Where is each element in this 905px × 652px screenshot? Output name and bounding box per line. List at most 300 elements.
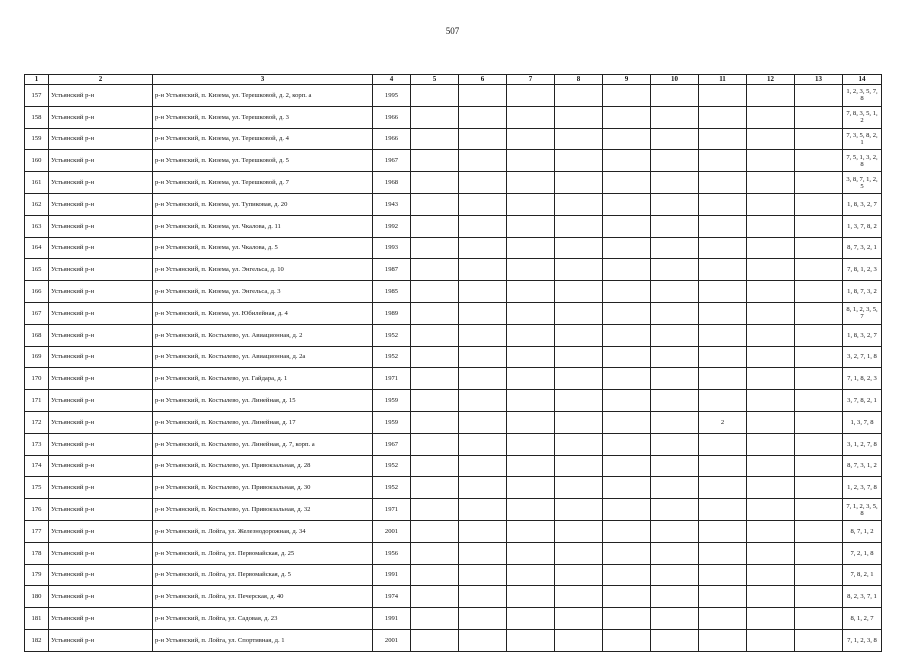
col10-cell	[651, 150, 699, 172]
district-cell: Устьянский р-н	[49, 477, 153, 499]
col14-cell: 3, 1, 2, 7, 8	[843, 433, 882, 455]
col12-cell	[747, 542, 795, 564]
table-row	[25, 237, 882, 259]
address-cell: р-н Устьянский, п. Костылево, ул. Гайдара, д. 1	[153, 368, 373, 390]
district-cell: Устьянский р-н	[49, 542, 153, 564]
col5-cell	[411, 128, 459, 150]
col13-cell	[795, 455, 843, 477]
column-header-8: 8	[555, 75, 603, 85]
col9-cell	[603, 85, 651, 107]
col8-cell	[555, 281, 603, 303]
col10-cell	[651, 477, 699, 499]
col7-cell	[507, 368, 555, 390]
col6-cell	[459, 324, 507, 346]
col9-cell	[603, 106, 651, 128]
col14-cell: 7, 1, 2, 3, 8	[843, 629, 882, 651]
col12-cell	[747, 499, 795, 521]
col11-cell	[699, 629, 747, 651]
col9-cell	[603, 368, 651, 390]
district-cell: Устьянский р-н	[49, 411, 153, 433]
table-row	[25, 215, 882, 237]
district-cell: Устьянский р-н	[49, 193, 153, 215]
col13-cell	[795, 172, 843, 194]
year-cell: 1966	[373, 106, 411, 128]
col12-cell	[747, 150, 795, 172]
col8-cell	[555, 608, 603, 630]
col9-cell	[603, 237, 651, 259]
year-cell: 1952	[373, 455, 411, 477]
year-cell: 1966	[373, 128, 411, 150]
col5-cell	[411, 411, 459, 433]
col14-cell: 1, 8, 7, 3, 2	[843, 281, 882, 303]
year-cell: 1995	[373, 85, 411, 107]
year-cell: 1992	[373, 215, 411, 237]
address-cell: р-н Устьянский, п. Кизема, ул. Терешковой, д. 4	[153, 128, 373, 150]
district-cell: Устьянский р-н	[49, 150, 153, 172]
address-cell: р-н Устьянский, п. Кизема, ул. Терешковой, д. 3	[153, 106, 373, 128]
col9-cell	[603, 499, 651, 521]
col13-cell	[795, 477, 843, 499]
col10-cell	[651, 520, 699, 542]
col5-cell	[411, 302, 459, 324]
col14-cell: 1, 8, 3, 2, 7	[843, 324, 882, 346]
table-row	[25, 281, 882, 303]
col5-cell	[411, 324, 459, 346]
row-number: 169	[25, 346, 49, 368]
col7-cell	[507, 499, 555, 521]
address-cell: р-н Устьянский, п. Лойга, ул. Печерская, д. 40	[153, 586, 373, 608]
table-row	[25, 411, 882, 433]
year-cell: 1985	[373, 281, 411, 303]
col10-cell	[651, 193, 699, 215]
col13-cell	[795, 215, 843, 237]
column-header-4: 4	[373, 75, 411, 85]
district-cell: Устьянский р-н	[49, 237, 153, 259]
col7-cell	[507, 520, 555, 542]
col7-cell	[507, 215, 555, 237]
col10-cell	[651, 215, 699, 237]
year-cell: 1967	[373, 433, 411, 455]
table-row	[25, 259, 882, 281]
col14-cell: 7, 2, 1, 8	[843, 542, 882, 564]
district-cell: Устьянский р-н	[49, 85, 153, 107]
address-cell: р-н Устьянский, п. Лойга, ул. Первомайская, д. 5	[153, 564, 373, 586]
col6-cell	[459, 499, 507, 521]
district-cell: Устьянский р-н	[49, 564, 153, 586]
col6-cell	[459, 193, 507, 215]
district-cell: Устьянский р-н	[49, 629, 153, 651]
col13-cell	[795, 433, 843, 455]
col8-cell	[555, 346, 603, 368]
col12-cell	[747, 433, 795, 455]
col10-cell	[651, 390, 699, 412]
col14-cell: 8, 1, 2, 3, 5, 7	[843, 302, 882, 324]
col9-cell	[603, 564, 651, 586]
district-cell: Устьянский р-н	[49, 499, 153, 521]
district-cell: Устьянский р-н	[49, 346, 153, 368]
col13-cell	[795, 411, 843, 433]
column-header-2: 2	[49, 75, 153, 85]
col14-cell: 7, 8, 1, 2, 3	[843, 259, 882, 281]
table-row	[25, 608, 882, 630]
col13-cell	[795, 499, 843, 521]
col7-cell	[507, 542, 555, 564]
row-number: 160	[25, 150, 49, 172]
col13-cell	[795, 586, 843, 608]
col14-cell: 7, 1, 8, 2, 3	[843, 368, 882, 390]
year-cell: 1991	[373, 608, 411, 630]
col6-cell	[459, 302, 507, 324]
col7-cell	[507, 237, 555, 259]
col11-cell	[699, 302, 747, 324]
row-number: 182	[25, 629, 49, 651]
col8-cell	[555, 193, 603, 215]
col11-cell	[699, 368, 747, 390]
year-cell: 1987	[373, 259, 411, 281]
col11-cell	[699, 542, 747, 564]
col7-cell	[507, 477, 555, 499]
column-header-13: 13	[795, 75, 843, 85]
col8-cell	[555, 390, 603, 412]
year-cell: 2001	[373, 629, 411, 651]
table-row	[25, 150, 882, 172]
address-cell: р-н Устьянский, п. Лойга, ул. Садовая, д. 23	[153, 608, 373, 630]
address-cell: р-н Устьянский, п. Костылево, ул. Авиационная, д. 2	[153, 324, 373, 346]
col9-cell	[603, 433, 651, 455]
address-cell: р-н Устьянский, п. Кизема, ул. Терешковой, д. 2, корп. а	[153, 85, 373, 107]
col14-cell: 8, 7, 3, 2, 1	[843, 237, 882, 259]
col12-cell	[747, 193, 795, 215]
col9-cell	[603, 324, 651, 346]
address-cell: р-н Устьянский, п. Лойга, ул. Железнодорожная, д. 34	[153, 520, 373, 542]
col6-cell	[459, 608, 507, 630]
row-number: 173	[25, 433, 49, 455]
table-row	[25, 455, 882, 477]
col6-cell	[459, 128, 507, 150]
year-cell: 1959	[373, 390, 411, 412]
col14-cell: 8, 1, 2, 7	[843, 608, 882, 630]
year-cell: 2001	[373, 520, 411, 542]
col11-cell	[699, 193, 747, 215]
col8-cell	[555, 499, 603, 521]
row-number: 181	[25, 608, 49, 630]
col6-cell	[459, 629, 507, 651]
col6-cell	[459, 281, 507, 303]
col11-cell	[699, 499, 747, 521]
year-cell: 1959	[373, 411, 411, 433]
col7-cell	[507, 564, 555, 586]
year-cell: 1971	[373, 499, 411, 521]
col8-cell	[555, 150, 603, 172]
row-number: 175	[25, 477, 49, 499]
col13-cell	[795, 346, 843, 368]
col10-cell	[651, 542, 699, 564]
col6-cell	[459, 237, 507, 259]
col11-cell	[699, 106, 747, 128]
col6-cell	[459, 520, 507, 542]
address-cell: р-н Устьянский, п. Костылево, ул. Привокзальная, д. 30	[153, 477, 373, 499]
address-cell: р-н Устьянский, п. Кизема, ул. Юбилейная, д. 4	[153, 302, 373, 324]
col6-cell	[459, 433, 507, 455]
district-cell: Устьянский р-н	[49, 586, 153, 608]
col8-cell	[555, 172, 603, 194]
col11-cell	[699, 215, 747, 237]
col5-cell	[411, 85, 459, 107]
col8-cell	[555, 106, 603, 128]
col13-cell	[795, 608, 843, 630]
col11-cell	[699, 455, 747, 477]
address-cell: р-н Устьянский, п. Костылево, ул. Линейная, д. 17	[153, 411, 373, 433]
year-cell: 1993	[373, 237, 411, 259]
col11-cell	[699, 237, 747, 259]
col7-cell	[507, 346, 555, 368]
col11-cell	[699, 520, 747, 542]
col8-cell	[555, 215, 603, 237]
year-cell: 1974	[373, 586, 411, 608]
col10-cell	[651, 259, 699, 281]
col9-cell	[603, 346, 651, 368]
col11-cell	[699, 324, 747, 346]
col6-cell	[459, 85, 507, 107]
col14-cell: 7, 8, 2, 1	[843, 564, 882, 586]
col11-cell	[699, 390, 747, 412]
col14-cell: 7, 5, 1, 3, 2, 8	[843, 150, 882, 172]
year-cell: 1971	[373, 368, 411, 390]
column-header-5: 5	[411, 75, 459, 85]
address-cell: р-н Устьянский, п. Лойга, ул. Спортивная, д. 1	[153, 629, 373, 651]
col6-cell	[459, 477, 507, 499]
col12-cell	[747, 106, 795, 128]
col5-cell	[411, 215, 459, 237]
col10-cell	[651, 411, 699, 433]
col7-cell	[507, 281, 555, 303]
row-number: 164	[25, 237, 49, 259]
col7-cell	[507, 455, 555, 477]
col11-cell	[699, 564, 747, 586]
col11-cell	[699, 150, 747, 172]
col6-cell	[459, 172, 507, 194]
col8-cell	[555, 85, 603, 107]
col7-cell	[507, 85, 555, 107]
col14-cell: 7, 3, 5, 8, 2, 1	[843, 128, 882, 150]
col11-cell	[699, 281, 747, 303]
district-cell: Устьянский р-н	[49, 368, 153, 390]
col14-cell: 7, 8, 3, 5, 1, 2	[843, 106, 882, 128]
col13-cell	[795, 542, 843, 564]
col12-cell	[747, 215, 795, 237]
col13-cell	[795, 324, 843, 346]
col10-cell	[651, 172, 699, 194]
row-number: 168	[25, 324, 49, 346]
col14-cell: 1, 3, 7, 8	[843, 411, 882, 433]
table-body	[25, 85, 882, 652]
address-cell: р-н Устьянский, п. Лойга, ул. Первомайская, д. 25	[153, 542, 373, 564]
col12-cell	[747, 259, 795, 281]
year-cell: 1967	[373, 150, 411, 172]
district-cell: Устьянский р-н	[49, 455, 153, 477]
year-cell: 1952	[373, 477, 411, 499]
col6-cell	[459, 542, 507, 564]
row-number: 171	[25, 390, 49, 412]
column-header-1: 1	[25, 75, 49, 85]
col13-cell	[795, 564, 843, 586]
col11-cell	[699, 346, 747, 368]
table-row	[25, 193, 882, 215]
col5-cell	[411, 237, 459, 259]
column-header-6: 6	[459, 75, 507, 85]
col8-cell	[555, 520, 603, 542]
col14-cell: 1, 2, 3, 5, 7, 8	[843, 85, 882, 107]
col5-cell	[411, 455, 459, 477]
col11-cell	[699, 172, 747, 194]
col11-cell	[699, 433, 747, 455]
district-cell: Устьянский р-н	[49, 324, 153, 346]
col8-cell	[555, 542, 603, 564]
row-number: 170	[25, 368, 49, 390]
table-row	[25, 499, 882, 521]
col7-cell	[507, 586, 555, 608]
district-cell: Устьянский р-н	[49, 608, 153, 630]
col6-cell	[459, 259, 507, 281]
col5-cell	[411, 520, 459, 542]
table-row	[25, 324, 882, 346]
col12-cell	[747, 85, 795, 107]
col10-cell	[651, 433, 699, 455]
table-row	[25, 477, 882, 499]
district-cell: Устьянский р-н	[49, 172, 153, 194]
col6-cell	[459, 390, 507, 412]
col14-cell: 8, 7, 1, 2	[843, 520, 882, 542]
column-header-3: 3	[153, 75, 373, 85]
col8-cell	[555, 128, 603, 150]
column-header-14: 14	[843, 75, 882, 85]
data-table	[24, 74, 882, 652]
row-number: 178	[25, 542, 49, 564]
address-cell: р-н Устьянский, п. Кизема, ул. Энгельса, д. 3	[153, 281, 373, 303]
col12-cell	[747, 629, 795, 651]
col5-cell	[411, 259, 459, 281]
col9-cell	[603, 128, 651, 150]
address-cell: р-н Устьянский, п. Кизема, ул. Терешковой, д. 7	[153, 172, 373, 194]
col5-cell	[411, 629, 459, 651]
district-cell: Устьянский р-н	[49, 106, 153, 128]
col5-cell	[411, 281, 459, 303]
col14-cell: 8, 7, 3, 1, 2	[843, 455, 882, 477]
col11-cell	[699, 85, 747, 107]
row-number: 174	[25, 455, 49, 477]
district-cell: Устьянский р-н	[49, 390, 153, 412]
col8-cell	[555, 586, 603, 608]
col12-cell	[747, 346, 795, 368]
table-row	[25, 564, 882, 586]
col10-cell	[651, 302, 699, 324]
col10-cell	[651, 499, 699, 521]
col7-cell	[507, 259, 555, 281]
year-cell: 1989	[373, 302, 411, 324]
col6-cell	[459, 368, 507, 390]
row-number: 165	[25, 259, 49, 281]
col9-cell	[603, 259, 651, 281]
column-header-7: 7	[507, 75, 555, 85]
col12-cell	[747, 281, 795, 303]
col14-cell: 1, 8, 3, 2, 7	[843, 193, 882, 215]
col6-cell	[459, 586, 507, 608]
address-cell: р-н Устьянский, п. Кизема, ул. Терешковой, д. 5	[153, 150, 373, 172]
col10-cell	[651, 629, 699, 651]
row-number: 179	[25, 564, 49, 586]
col6-cell	[459, 346, 507, 368]
col13-cell	[795, 629, 843, 651]
col7-cell	[507, 128, 555, 150]
table-row	[25, 433, 882, 455]
col8-cell	[555, 237, 603, 259]
col11-cell	[699, 477, 747, 499]
table-row	[25, 629, 882, 651]
col8-cell	[555, 455, 603, 477]
row-number: 172	[25, 411, 49, 433]
col12-cell	[747, 411, 795, 433]
district-cell: Устьянский р-н	[49, 281, 153, 303]
col5-cell	[411, 106, 459, 128]
col10-cell	[651, 324, 699, 346]
col9-cell	[603, 172, 651, 194]
column-header-10: 10	[651, 75, 699, 85]
row-number: 176	[25, 499, 49, 521]
col10-cell	[651, 608, 699, 630]
year-cell: 1952	[373, 324, 411, 346]
col5-cell	[411, 542, 459, 564]
col5-cell	[411, 150, 459, 172]
row-number: 159	[25, 128, 49, 150]
col10-cell	[651, 368, 699, 390]
col7-cell	[507, 324, 555, 346]
col9-cell	[603, 477, 651, 499]
col5-cell	[411, 564, 459, 586]
address-cell: р-н Устьянский, п. Костылево, ул. Авиационная, д. 2а	[153, 346, 373, 368]
year-cell: 1991	[373, 564, 411, 586]
district-cell: Устьянский р-н	[49, 302, 153, 324]
col14-cell: 1, 2, 3, 7, 8	[843, 477, 882, 499]
address-cell: р-н Устьянский, п. Кизема, ул. Чкалова, д. 5	[153, 237, 373, 259]
col8-cell	[555, 411, 603, 433]
col6-cell	[459, 564, 507, 586]
col6-cell	[459, 411, 507, 433]
col5-cell	[411, 193, 459, 215]
col14-cell: 8, 2, 3, 7, 1	[843, 586, 882, 608]
col12-cell	[747, 477, 795, 499]
row-number: 180	[25, 586, 49, 608]
col10-cell	[651, 128, 699, 150]
col8-cell	[555, 259, 603, 281]
col8-cell	[555, 368, 603, 390]
col14-cell: 7, 1, 2, 3, 5, 8	[843, 499, 882, 521]
row-number: 167	[25, 302, 49, 324]
table-row	[25, 542, 882, 564]
col10-cell	[651, 85, 699, 107]
col8-cell	[555, 324, 603, 346]
column-header-9: 9	[603, 75, 651, 85]
header-row	[25, 75, 882, 85]
col7-cell	[507, 193, 555, 215]
year-cell: 1943	[373, 193, 411, 215]
address-cell: р-н Устьянский, п. Костылево, ул. Привокзальная, д. 28	[153, 455, 373, 477]
col11-cell	[699, 128, 747, 150]
row-number: 161	[25, 172, 49, 194]
col7-cell	[507, 390, 555, 412]
col7-cell	[507, 411, 555, 433]
year-cell: 1968	[373, 172, 411, 194]
col9-cell	[603, 193, 651, 215]
